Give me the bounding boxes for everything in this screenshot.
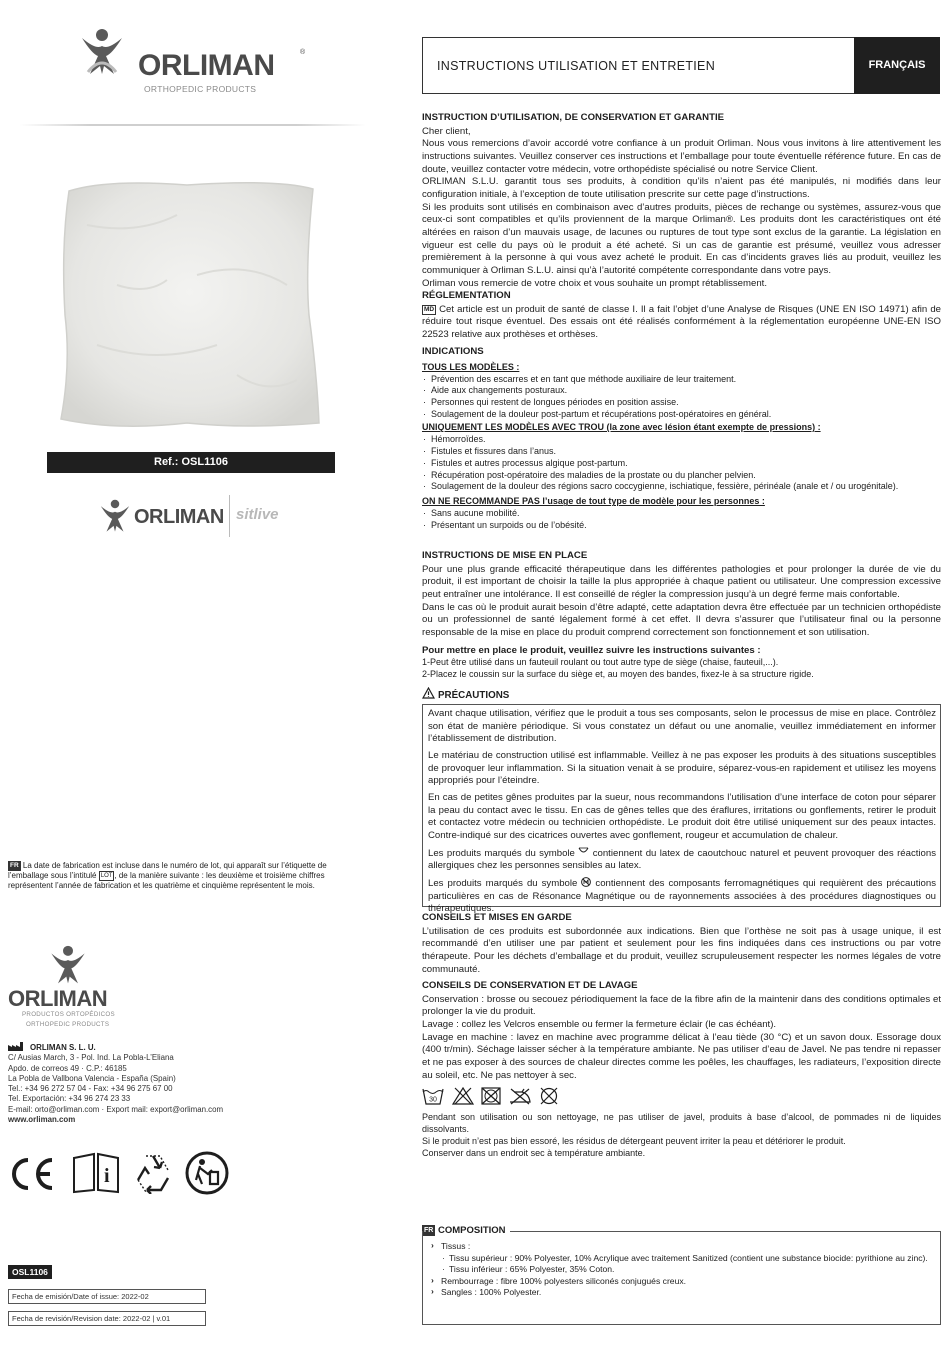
ce-mark-icon	[8, 1154, 58, 1194]
composition-subitem: · Tissu inférieur : 65% Polyester, 35% Coton.	[431, 1264, 934, 1276]
orliman-logo-top	[78, 28, 318, 98]
list-item: · Aide aux changements posturaux.	[422, 385, 941, 397]
list-item: · Hémorroïdes.	[422, 434, 941, 446]
svg-text:i: i	[104, 1165, 110, 1187]
section-title: INSTRUCTION D’UTILISATION, DE CONSERVATION ET GARANTIE	[422, 112, 725, 123]
paragraph: Avant chaque utilisation, vérifiez que le produit a tous ses composants, selon le processus de mise en place. Contrôlez son état de manière périodique. Si vous constatez un défaut ou une anomalie, veuillez immédiatement en informer l’établissement de distribution.	[428, 708, 936, 745]
paragraph: Conserver dans un endroit sec à température ambiante.	[422, 1147, 646, 1158]
section-lavage	[422, 980, 941, 1082]
brand-tagline: ORTHOPEDIC PRODUCTS	[144, 84, 257, 94]
paragraph: MD Cet article est un produit de santé de classe I. Il a fait l’objet d’une Analyse de Risques (UNE EN ISO 14971) afin de réduire tout risque éventuel. Des essais ont été réalisés conformément à la réglementation européenne UNE-EN ISO 22523 relative aux prothèses et orthèses.	[422, 303, 941, 340]
section-title: CONSEILS ET MISES EN GARDE	[422, 912, 572, 923]
company-email[interactable]: E-mail: orto@orliman.com · Export mail: export@orliman.com	[8, 1104, 224, 1114]
cleaning-warnings	[422, 1112, 941, 1160]
company-website[interactable]: www.orliman.com	[8, 1114, 76, 1124]
left-divider	[20, 124, 366, 126]
trademark: ®	[300, 49, 306, 56]
section-title: INDICATIONS	[422, 346, 484, 357]
header-language: FRANÇAIS	[854, 37, 940, 94]
paragraph: ORLIMAN S.L.U. garantit tous ses produits, à condition qu’ils n’aient pas été manipulés, ni modifiés dans leur configuration initiale, à l’exception de toute utilisation prescrite sur cette page d’instructions.	[422, 176, 941, 200]
company-line: C/ Ausias March, 3 - Pol. Ind. La Pobla-L’Eliana	[8, 1053, 174, 1063]
mri-icon	[581, 877, 591, 887]
fabrication-note	[8, 861, 336, 892]
wash-30-icon	[422, 1086, 444, 1106]
paragraph: Conservation : brosse ou secouez périodiquement la face de la fibre afin de la maintenir dans des conditions optimales et prolonger la vie du produit.	[422, 993, 941, 1018]
human-figure-icon	[78, 28, 126, 76]
paragraph: Les produits marqués du symbole contiennent du latex de caoutchouc naturel et peuvent provoquer des réactions allergiques chez les personnes sensibles au latex.	[428, 847, 937, 872]
fr-badge: FR	[424, 1227, 434, 1234]
subsection-title: UNIQUEMENT LES MODÈLES AVEC TROU (la zone avec lésion étant exempte de pressions) :	[422, 422, 821, 433]
paragraph: En cas de petites gênes produites par la sueur, nous recommandons l’utilisation d’une interface de coton pour séparer la peau du contact avec le tissu. En cas de gênes telles que des éraflures, irritations ou gonflements, retirer le produit et contactez votre médecin ou technicien orthopédiste. Le produit doit être utilisé uniquement sur des peaux intactes. Contre-indiqué sur des cicatrices ouvertes avec gonflement, rougeur et accumulation de chaleur.	[428, 791, 936, 841]
human-figure-icon	[96, 499, 134, 533]
brand-name: ORLIMAN	[138, 49, 275, 82]
composition-item: › Sangles : 100% Polyester.	[431, 1287, 934, 1299]
latex-icon	[578, 847, 589, 856]
step-item: 1-Peut être utilisé dans un fauteuil roulant ou tout autre type de siège (chaise, fauteuil,...).	[422, 657, 779, 668]
company-line: Tel. Exportación: +34 96 274 23 33	[8, 1094, 131, 1104]
brand-name-mid: ORLIMAN	[134, 506, 224, 528]
manufacturer-icon	[8, 1042, 26, 1051]
orliman-logo-bottom	[8, 945, 138, 1035]
composition-box	[422, 1231, 941, 1325]
list-item: · Soulagement de la douleur des régions sacro coccygienne, ischiatique, fessière, périnéale (anale et / ou urogénitale).	[422, 481, 941, 493]
brand-tagline-en: ORTHOPEDIC PRODUCTS	[26, 1021, 110, 1028]
paragraph: Lavage en machine : lavez en machine avec programme délicat à l’eau tiède (30 °C) et un savon doux. Essorage doux (400 tr/min). Séchage laisser sécher à la température ambiante. Ne pas utiliser d’eau de Javel. Ne pas tendre ni repasser et ne pas exposer à des sources de chaleur directes comme les poêles, les chauffages, les radiateurs, l’exposition directe au soleil, etc. Ne pas nettoyer à sec.	[422, 1031, 941, 1081]
warning-triangle-icon	[422, 687, 435, 699]
no-bleach-icon	[452, 1086, 474, 1106]
revision-date-value: 2022-02 | v.01	[122, 1314, 171, 1323]
paragraph: Pour une plus grande efficacité thérapeutique dans les différentes pathologies et pour prolonger la durée de vie du produit, il est important de choisir la taille la plus appropriée à chaque patient ou utilisateur. Une compression excessive peut entraîner une intolérance. Il est conseillé de régler la compression jusqu’à un degré ferme mais confortable.	[422, 563, 941, 600]
product-code-badge: OSL1106	[8, 1265, 52, 1279]
paragraph: Nous vous remercions d’avoir accordé votre confiance à un produit Orliman. Nous vous invitons à lire attentivement les instructions suivantes. Veuillez conserver ces instructions et l’emballage pour toute éventuelle référence future. En cas de doute, veuillez contacter votre médecin, votre orthopédiste spécialisé ou notre Service Client.	[422, 138, 941, 175]
no-iron-icon	[508, 1086, 532, 1106]
subsection-title: ON NE RECOMMANDE PAS l’usage de tout type de modèle pour les personnes :	[422, 496, 765, 507]
fab-note-text-1: La date de fabrication est incluse dans le numéro de lot, qui apparaît sur l’étiquette de l’emballage sous l’intitulé	[8, 861, 327, 881]
paragraph: Les produits marqués du symbole contiennent des composants ferromagnétiques qui requièrent des précautions particulières en cas de Résonance Magnétique ou de rayonnements associées à des procédures diagnostiques ou thérapeutiques.	[428, 877, 936, 915]
issue-date-value: 2022-02	[121, 1292, 149, 1301]
instructions-book-icon	[72, 1152, 120, 1194]
precautions-title: PRÉCAUTIONS	[422, 687, 509, 703]
wash-temp: 30	[429, 1096, 437, 1104]
no-dry-clean-icon	[538, 1086, 560, 1106]
orliman-sitlive-logo	[96, 495, 296, 539]
company-address	[8, 1042, 328, 1125]
subsection-title: TOUS LES MODÈLES :	[422, 361, 520, 372]
list-item: · Fistules et fissures dans l’anus.	[422, 446, 941, 458]
header-title: INSTRUCTIONS UTILISATION ET ENTRETIEN	[437, 59, 716, 73]
list-item: · Récupération post-opératoire des maladies de la prostate ou du plancher pelvien.	[422, 470, 941, 482]
sitlive-brand: sitlive	[236, 506, 279, 523]
revision-date-label: Fecha de revisión/Revision date:	[12, 1314, 121, 1323]
company-name: ORLIMAN S. L. U.	[8, 1042, 328, 1053]
fr-badge: FR	[10, 862, 19, 869]
care-icons	[422, 1086, 562, 1108]
company-line: La Pobla de Vallbona Valencia - España (Spain)	[8, 1073, 176, 1083]
paragraph: Si le produit n’est pas bien essoré, les résidus de détergeant peuvent irriter la peau et détériorer le produit.	[422, 1135, 846, 1146]
brand-tagline-es: PRODUCTOS ORTOPÉDICOS	[22, 1011, 115, 1018]
company-line: Apdo. de correos 49 · C.P.: 46185	[8, 1063, 127, 1073]
paragraph: L’utilisation de ces produits est subordonnée aux indications. Bien que l’orthèse ne soit pas à usage unique, il est recommandé d’en utiliser une par patient et seulement pour les fins indiquées dans ces instructions ou par votre thérapeute. Pour les déchets d’emballage et du produit, veuillez scrupuleusement respecter les normes légales de votre communauté.	[422, 925, 941, 975]
human-figure-icon	[48, 945, 88, 985]
step-item: 2-Placez le coussin sur la surface du siège et, au moyen des bandes, fixez-le à sa structure rigide.	[422, 669, 814, 680]
composition-item: › Tissus :	[431, 1241, 934, 1253]
section-conseils	[422, 912, 941, 976]
paragraph: Dans le cas où le produit aurait besoin d’être adapté, cette adaptation devra être effectuée par un technicien orthopédiste ou un professionnel de santé légalement formé à cet effet. Il devra s’assurer que l’utilisateur final ou la personne responsable de la mise en place du produit comprend correctement son fonctionnement et son utilisation.	[422, 601, 941, 638]
paragraph: Pendant son utilisation ou son nettoyage, ne pas utiliser de javel, produits à base d’alcool, de pommades ni de liquides dissolvants.	[422, 1112, 941, 1134]
issue-date-label: Fecha de emisión/Date of issue:	[12, 1292, 120, 1301]
paragraph: Cher client,	[422, 125, 471, 137]
section-title: INSTRUCTIONS DE MISE EN PLACE	[422, 550, 588, 561]
brand-name-bottom: ORLIMAN	[8, 986, 108, 1011]
logo-divider	[229, 495, 230, 537]
composition-subitem: · Tissu supérieur : 90% Polyester, 10% Acrylique avec traitement Sanitized (contient une substance biocide: pyrithione au zinc).	[431, 1253, 934, 1265]
lot-badge: LOT	[100, 873, 113, 880]
md-badge: MD	[424, 305, 435, 313]
paragraph: Si les produits sont utilisés en combinaison avec d’autres produits, pièces de rechange ou systèmes, assurez-vous que ceux-ci sont compatibles et qu’ils proviennent de la marque Orliman®. Les produits dont les caractéristiques ont été altérées en raison d’un mauvais usage, de lacunes ou ruptures de tout type sont exclus de la garantie. La législation en vigueur est celle du pays où le produit a été acheté. Si un cas de garantie est présumé, veuillez vous adresser premièrement à la personne à qui vous avez acheté le produit. En cas d’incidents graves liés au produit, veuillez les communiquer à Orliman S.L.U. ainsi qu’à l’autorité compétente correspondante dans votre pays.	[422, 201, 941, 276]
section-reglementation	[422, 290, 941, 342]
paragraph: Orliman vous remercie de votre choix et vous souhaite un prompt rétablissement.	[422, 277, 768, 289]
section-title: RÉGLEMENTATION	[422, 290, 511, 301]
section-title: CONSEILS DE CONSERVATION ET DE LAVAGE	[422, 980, 638, 991]
section-instruction	[422, 112, 941, 290]
tidyman-icon	[184, 1150, 230, 1196]
no-tumble-dry-icon	[480, 1086, 502, 1106]
paragraph: Le matériau de construction utilisé est inflammable. Veillez à ne pas exposer les produits à des situations susceptibles de provoquer leur inflammation. Si la situation venait à se produire, séparez-vous-en rapidement et utilisez les moyens appropriés pour l’éteindre.	[428, 749, 936, 787]
paragraph: Lavage : collez les Velcros ensemble ou fermer la fermeture éclair (le cas échéant).	[422, 1018, 777, 1030]
fab-note-text-2: , de la manière suivante : les deuxième et troisième chiffres représentent l’année de fabrication et les quatrième et cinquième représentent le mois.	[8, 871, 325, 891]
list-item: · Prévention des escarres et en tant que méthode auxiliaire de leur traitement.	[422, 374, 941, 386]
list-item: · Soulagement de la douleur post-partum et récupérations post-opératoires en général.	[422, 409, 941, 421]
product-ref-label: Ref.: OSL1106	[47, 452, 335, 473]
precautions-box	[422, 704, 941, 915]
product-image	[47, 165, 335, 452]
composition-title: FR COMPOSITION	[422, 1225, 510, 1238]
section-indications	[422, 346, 941, 532]
list-item: · Sans aucune mobilité.	[422, 508, 941, 520]
revision-date-box	[8, 1311, 206, 1326]
issue-date-box	[8, 1289, 206, 1304]
list-item: · Fistules et autres processus algique post-partum.	[422, 458, 941, 470]
list-item: · Personnes qui restent de longues périodes en position assise.	[422, 397, 941, 409]
regulatory-icons	[8, 1150, 228, 1196]
section-mise-en-place	[422, 550, 941, 681]
steps-title: Pour mettre en place le produit, veuillez suivre les instructions suivantes :	[422, 644, 761, 656]
recycle-icon	[132, 1152, 174, 1194]
list-item: · Présentant un surpoids ou de l’obésité.	[422, 520, 941, 532]
composition-item: › Rembourrage : fibre 100% polyesters siliconés conjugués creux.	[431, 1276, 934, 1288]
company-line: Tel.: +34 96 272 57 04 - Fax: +34 96 275 67 00	[8, 1084, 173, 1094]
